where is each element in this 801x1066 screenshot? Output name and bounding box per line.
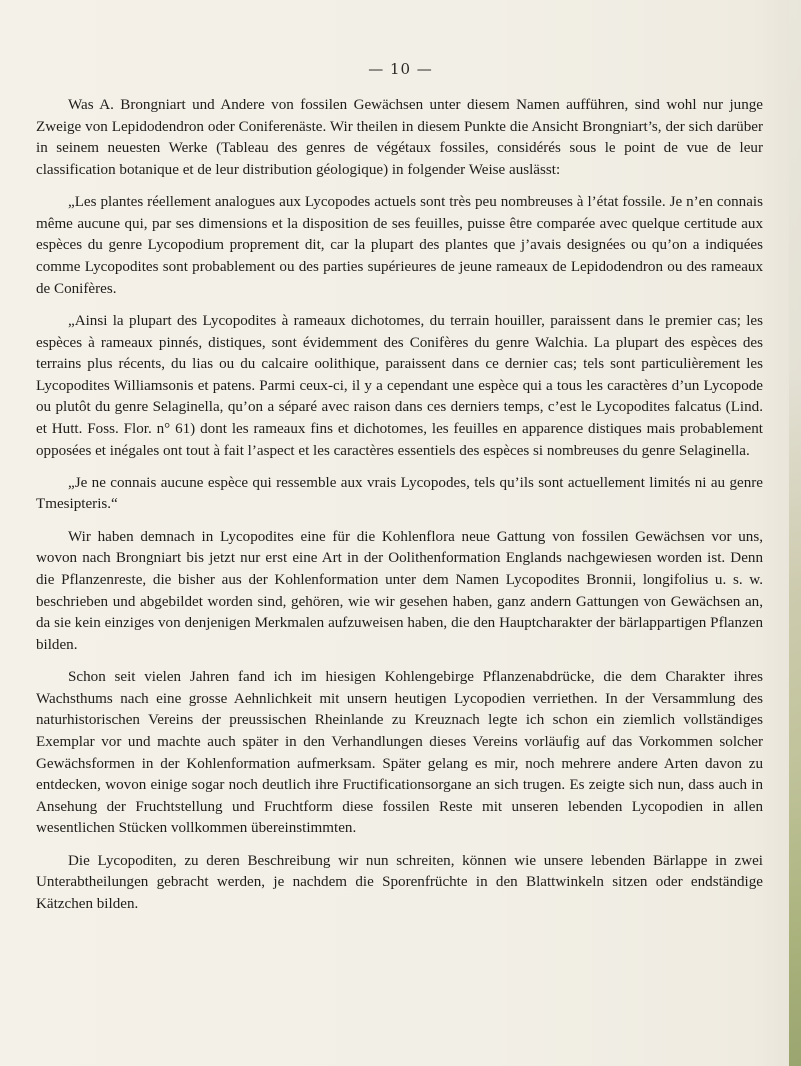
paragraph-1: Was A. Brongniart und Andere von fossilen Gewächsen unter diesem Namen aufführen, sind wohl nur junge Zweige von Lepidodendron oder Coniferenäste. Wir theilen in diesem Punkte die Ansicht Brongniart’s, der sich darüber in seinem neuesten Werke (Tableau des genres de végétaux fossiles, considérés sous le point de vue de leur classification botanique et de leur distribution géologique) in folgender Weise auslässt: (36, 97, 763, 178)
paragraph-5: Wir haben demnach in Lycopodites eine für die Kohlenflora neue Gattung von fossilen Gewächsen vor uns, wovon nach Brongniart bis jetzt nur erst eine Art in der Oolithenformation Englands nachgewiesen worden ist. Denn die Pflanzenreste, die bisher aus der Kohlenformation unter dem Namen Lycopodites Bronnii, longifolius u. s. w. beschrieben und abgebildet worden sind, gehören, wie wir gesehen haben, ganz andern Gattungen von Gewächsen an, da sie kein einziges von denjenigen Merkmalen aufzuweisen haben, die den Hauptcharakter der bärlappartigen Pflanzen bilden. (36, 528, 763, 653)
paragraph-6: Schon seit vielen Jahren fand ich im hiesigen Kohlengebirge Pflanzenabdrücke, die dem Charakter ihres Wachsthums nach eine grosse Aehnlichkeit mit unsern heutigen Lycopodien verriethen. In der Versammlung des naturhistorischen Vereins der preussischen Rheinlande zu Kreuznach legte ich schon ein ziemlich vollständiges Exemplar vor und machte auch später in den Verhandlungen dieses Vereins vorläufig auf das Vorkommen solcher Gewächsformen in der Kohlenformation aufmerksam. Später gelang es mir, noch mehrere andere Arten davon zu entdecken, wovon einige sogar noch deutlich ihre Fructificationsorgane an sich trugen. Es zeigte sich nun, dass auch in Ansehung der Fruchtstellung und Fruchtform diese fossilen Reste mit unseren lebenden Lycopodien in allen wesentlichen Stücken vollkommen übereinstimmten. (36, 669, 763, 837)
body-text (36, 95, 763, 926)
paragraph-4-quote: „Je ne connais aucune espèce qui ressemble aux vrais Lycopodes, tels qu’ils sont actuellement limités ni au genre Tmesipteris.“ (36, 474, 763, 513)
paragraph-2-quote: „Les plantes réellement analogues aux Lycopodes actuels sont très peu nombreuses à l’état fossile. Je n’en connais même aucune qui, par ses dimensions et la disposition de ses feuilles, puisse être comparée avec quelque certitude aux espèces du genre Lycopodium proprement dit, car la plupart des plantes que j’avais designées ou qu’on a indiquées comme Lycopodites sont probablement ou des parties supérieures de jeune rameaux de Lepidodendron ou des rameaux de Conifères. (36, 194, 763, 297)
page-edge-discoloration (789, 0, 801, 1066)
paragraph-3-quote: „Ainsi la plupart des Lycopodites à rameaux dichotomes, du terrain houiller, paraissent dans le premier cas; les espèces à rameaux pinnés, distiques, sont évidemment des Conifères du genre Walchia. La plupart des espèces des terrains plus récents, du lias ou du calcaire oolithique, paraissent dans ce dernier cas; tels sont particulièrement les Lycopodites Williamsonis et patens. Parmi ceux-ci, il y a cependant une espèce qui a tous les caractères d’un Lycopode ou plutôt du genre Selaginella, qu’on a séparé avec raison dans ces derniers temps, c’est le Lycopodites falcatus (Lind. et Hutt. Foss. Flor. n° 61) dont les rameaux fins et dichotomes, les feuilles en apparence distiques mais probablement opposées et inégales ont tout à fait l’aspect et les caractères essentiels des espèces si nombreuses du genre Selaginella. (36, 312, 763, 459)
page-number: — 10 — (368, 60, 433, 78)
paragraph-7: Die Lycopoditen, zu deren Beschreibung wir nun schreiten, können wie unsere lebenden Bärlappe in zwei Unterabtheilungen gebracht werden, je nachdem die Sporenfrüchte in den Blattwinkeln sitzen oder endständige Kätzchen bilden. (36, 852, 763, 912)
